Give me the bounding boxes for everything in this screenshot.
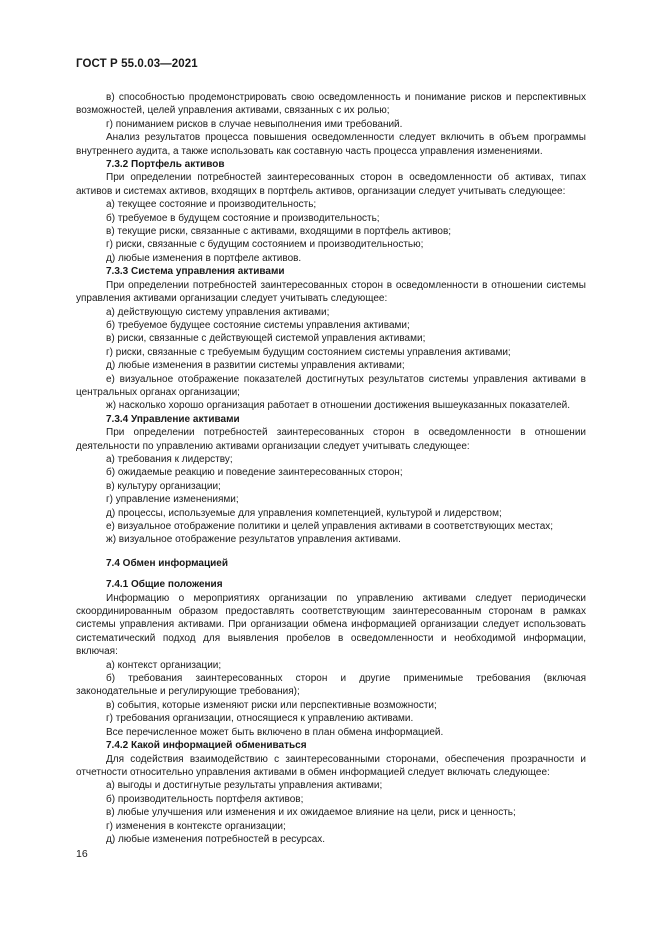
list-item: д) любые изменения потребностей в ресурсах. [106, 833, 326, 845]
paragraph: При определении потребностей заинтересованных сторон в осведомленности в отношении деятельности по управлению активами организации следует учитывать следующее: [76, 427, 586, 452]
list-item: а) выгоды и достигнутые результаты управления активами; [106, 780, 383, 792]
section-heading: 7.3.4 Управление активами [106, 413, 240, 425]
list-item: а) требования к лидерству; [106, 453, 233, 465]
list-item: в) культуру организации; [106, 480, 221, 492]
list-item: г) риски, связанные с будущим состоянием и производительностью; [106, 239, 424, 251]
list-item: е) визуальное отображение политики и целей управления активами в соответствующих местах; [106, 521, 554, 532]
list-item: г) требования организации, относящиеся к управлению активами. [106, 713, 414, 725]
list-item: ж) визуальное отображение результатов управления активами. [106, 534, 401, 546]
list-item: б) требуемое в будущем состояние и производительность; [106, 212, 380, 224]
list-item: в) события, которые изменяют риски или перспективные возможности; [106, 699, 437, 711]
list-item: а) текущее состояние и производительность; [106, 199, 317, 211]
list-item: а) действующую систему управления активами; [106, 306, 330, 318]
list-item: г) риски, связанные с требуемым будущим состоянием системы управления активами; [106, 346, 511, 358]
paragraph: в) способностью продемонстрировать свою осведомленность и понимание рисков и перспективных возможностей, целей управления активами, связанных с их ролью; [76, 92, 586, 117]
section-heading: 7.3.3 Система управления активами [106, 266, 285, 278]
page-body [76, 91, 586, 846]
section-heading: 7.3.2 Портфель активов [106, 159, 225, 171]
list-item: а) контекст организации; [106, 659, 222, 671]
document-header: ГОСТ Р 55.0.03—2021 [76, 58, 198, 70]
list-item: д) любые изменения в развитии системы управления активами; [106, 360, 405, 372]
list-item: д) процессы, используемые для управления компетенцией, культурой и лидерством; [106, 507, 502, 519]
paragraph: Информацию о мероприятиях организации по управлению активами следует периодически скоординированным образом предоставлять соответствующим заинтересованным сторонам в рамках системы управления активами. При организации обмена информацией организации следует использовать систематический подход для выявления пробелов в осведомленности и необходимой информации, включая: [76, 592, 586, 658]
paragraph: Анализ результатов процесса повышения осведомленности следует включить в объем программы внутреннего аудита, а также использовать как составную часть процесса управления изменениями. [76, 132, 586, 157]
section-heading: 7.4.2 Какой информацией обмениваться [106, 740, 307, 752]
list-item: ж) насколько хорошо организация работает в отношении достижения вышеуказанных показателей. [106, 400, 571, 412]
paragraph: б) требования заинтересованных сторон и другие применимые требования (включая законодательные и регулирующие требования); [76, 673, 586, 698]
list-item: б) ожидаемые реакцию и поведение заинтересованных сторон; [106, 467, 403, 479]
list-item: в) любые улучшения или изменения и их ожидаемое влияние на цели, риск и ценность; [106, 807, 516, 819]
list-item: Все перечисленное может быть включено в план обмена информацией. [106, 726, 444, 738]
list-item: д) любые изменения в портфеле активов. [106, 252, 302, 264]
paragraph: е) визуальное отображение показателей достигнутых результатов системы управления активами в центральных органах организации; [76, 373, 586, 398]
list-item: в) текущие риски, связанные с активами, входящими в портфель активов; [106, 226, 452, 238]
paragraph: Для содействия взаимодействию с заинтересованными сторонами, обеспечения прозрачности и отчетности относительно управления активами в обмен информацией следует включать следующее: [76, 753, 586, 778]
list-item: б) требуемое будущее состояние системы управления активами; [106, 319, 410, 331]
list-item: г) пониманием рисков в случае невыполнения ими требований. [106, 118, 403, 130]
chapter-heading: 7.4 Обмен информацией [106, 557, 229, 569]
paragraph: При определении потребностей заинтересованных сторон в осведомленности об активах, типах активов и системах активов, входящих в портфель активов, организации следует учитывать следующее: [76, 172, 586, 197]
section-heading: 7.4.1 Общие положения [106, 579, 223, 591]
page-number: 16 [76, 848, 88, 860]
list-item: г) управление изменениями; [106, 494, 239, 506]
paragraph: При определении потребностей заинтересованных сторон в осведомленности в отношении системы управления активами организации следует учитывать следующее: [76, 279, 586, 305]
list-item: б) производительность портфеля активов; [106, 793, 304, 805]
list-item: г) изменения в контексте организации; [106, 820, 286, 832]
list-item: в) риски, связанные с действующей системой управления активами; [106, 333, 426, 345]
